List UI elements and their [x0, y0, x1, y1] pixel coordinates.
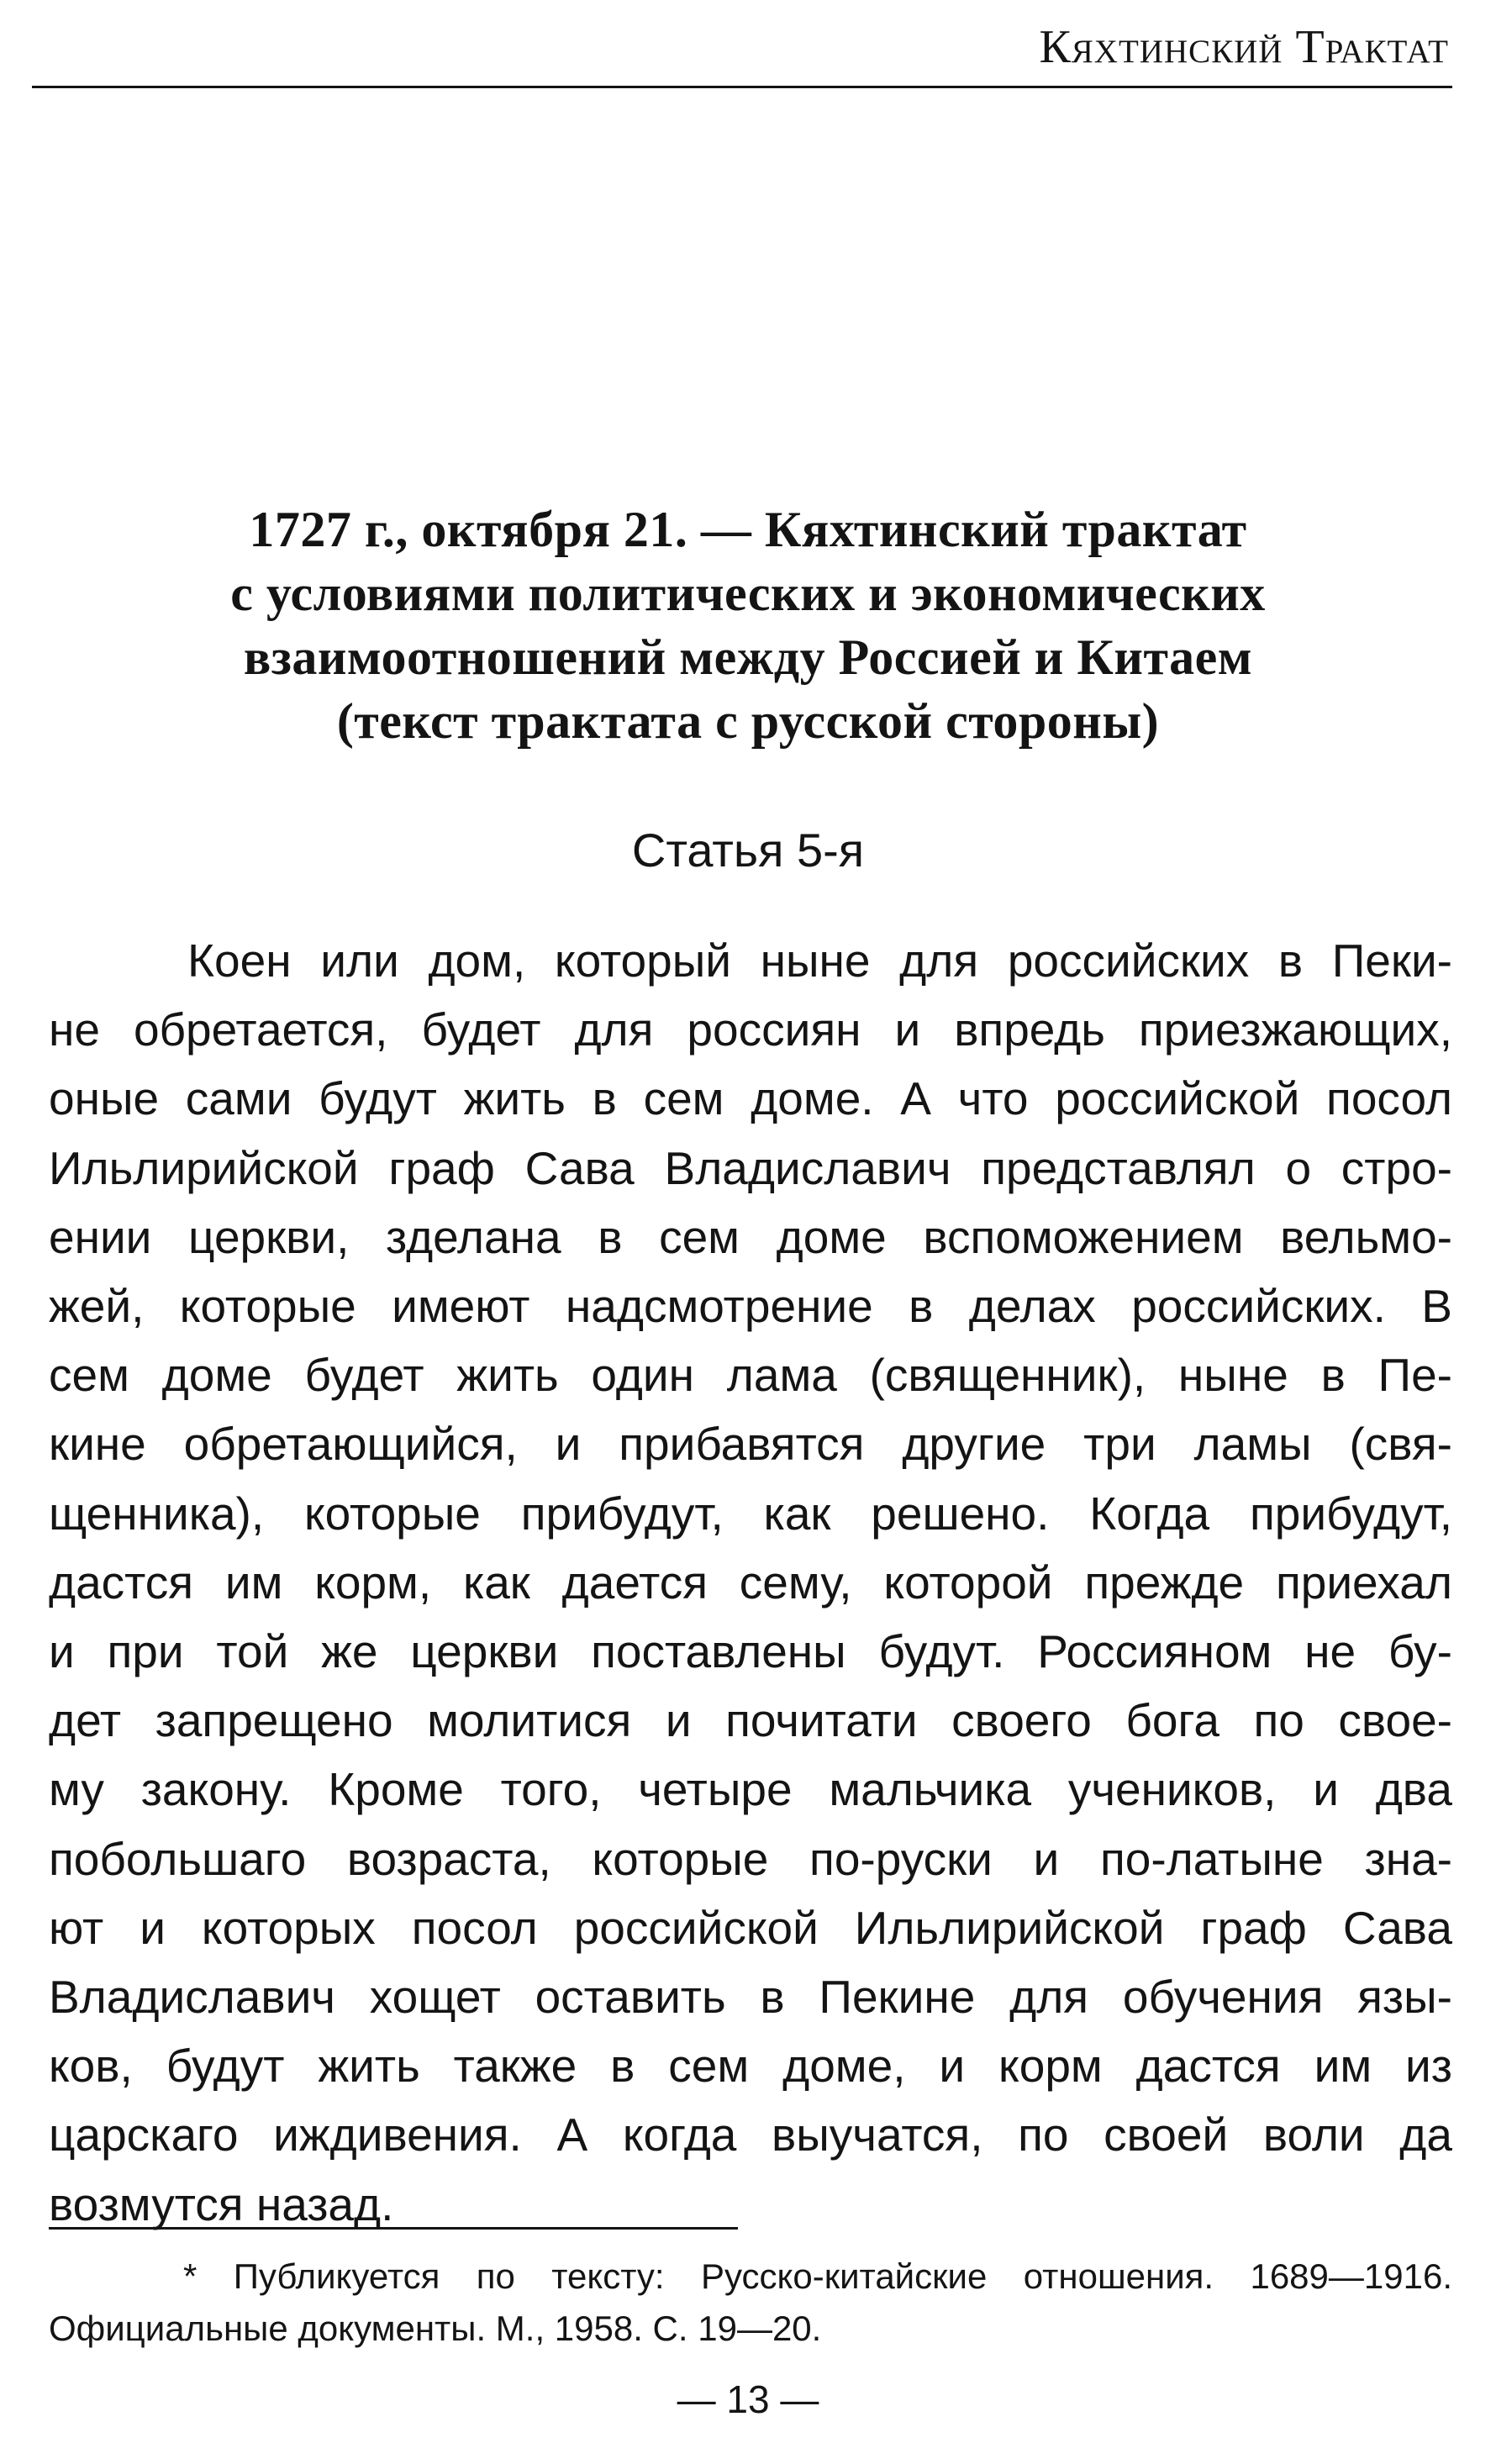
title-line: взаимоотношений между Россией и Китаем — [243, 629, 1253, 685]
body-line: ют и которых посол российской Ильлирийской граф Сава — [49, 1901, 1452, 1954]
article-body — [49, 926, 1452, 2239]
body-line: ков, будут жить также в сем доме, и корм дастся им из — [49, 2040, 1452, 2093]
body-line: Ильлирийской граф Сава Владиславич представлял о стро- — [49, 1141, 1452, 1194]
body-line: кине обретающийся, и прибавятся другие три ламы (свя- — [49, 1418, 1452, 1471]
title-line: (текст трактата с русской стороны) — [336, 693, 1160, 749]
running-title: Кяхтинский Трактат — [1039, 21, 1449, 73]
body-line: Владиславич хощет оставить в Пекине для обучения язы- — [49, 1971, 1452, 2024]
footnote-line: * Публикуется по тексту: Русско-китайские отношения. 1689—1916. — [183, 2256, 1452, 2296]
body-line: оные сами будут жить в сем доме. А что российской посол — [49, 1072, 1452, 1125]
footnote — [49, 2251, 1452, 2355]
body-line: царскаго иждивения. А когда выучатся, по своей воли да — [49, 2109, 1452, 2161]
body-line: не обретается, будет для россиян и впредь приезжающих, — [49, 1003, 1452, 1056]
body-line: щенника), которые прибудут, как решено. Когда прибудут, — [49, 1487, 1452, 1540]
body-line: и при той же церкви поставлены будут. Россияном не бу- — [49, 1625, 1452, 1678]
body-line: жей, которые имеют надсмотрение в делах российских. В — [49, 1280, 1452, 1333]
body-line: побольшаго возраста, которые по-руски и по-латыне зна- — [49, 1832, 1452, 1885]
title-line: с условиями политических и экономических — [230, 566, 1266, 621]
footnote-line: Официальные документы. М., 1958. С. 19—20. — [49, 2309, 822, 2348]
title-line: 1727 г., октября 21. — Кяхтинский трактат — [249, 502, 1247, 557]
document-title — [50, 498, 1446, 753]
article-heading: Статья 5-я — [631, 824, 865, 877]
body-line: ении церкви, зделана в сем доме вспоможением вельмо- — [49, 1210, 1452, 1263]
footnote-rule — [49, 2227, 738, 2230]
body-line: Коен или дом, который ныне для российских в Пеки- — [187, 935, 1452, 987]
page-number: — 13 — — [677, 2377, 819, 2421]
header-rule — [32, 86, 1452, 88]
body-line: сем доме будет жить один лама (священник), ныне в Пе- — [49, 1349, 1452, 1402]
body-line: дастся им корм, как дается сему, которой прежде приехал — [49, 1556, 1452, 1608]
body-line: му закону. Кроме того, четыре мальчика учеников, и два — [49, 1763, 1452, 1816]
body-line: дет запрещено молитися и почитати своего бога по свое- — [49, 1694, 1452, 1747]
body-line: возмутся назад. — [49, 2177, 394, 2230]
